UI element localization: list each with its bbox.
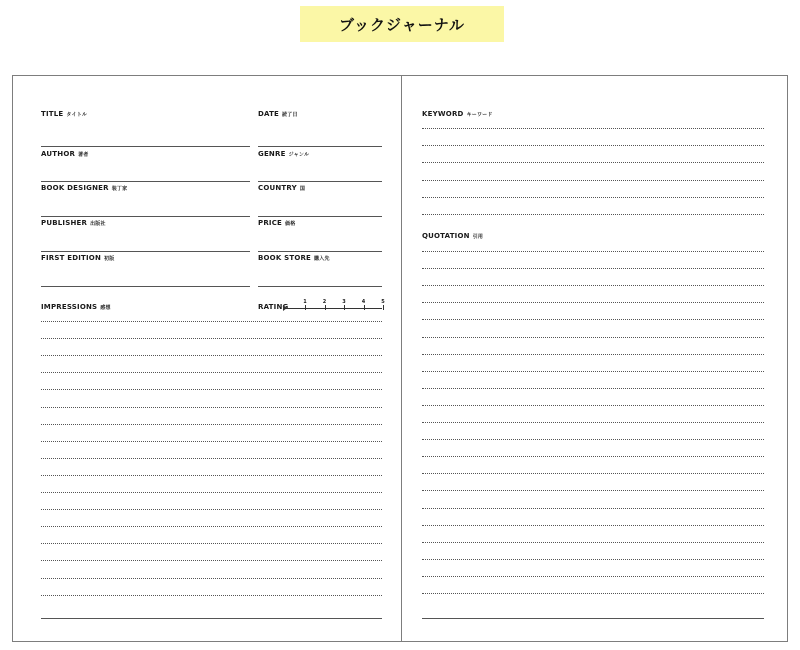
dotted-writing-line — [422, 145, 764, 146]
dotted-writing-line — [41, 578, 382, 579]
dotted-writing-line — [422, 180, 764, 181]
dotted-writing-line — [422, 162, 764, 163]
book-store-field — [258, 254, 330, 262]
dotted-writing-line — [422, 337, 764, 338]
quotation-field — [422, 232, 483, 240]
rating-tick-label: 3 — [342, 299, 346, 305]
price-label: PRICE 価格 — [258, 219, 296, 227]
date-field — [258, 110, 298, 118]
rating-tick-label: 5 — [381, 299, 385, 305]
dotted-writing-line — [422, 405, 764, 406]
rating-tick — [364, 305, 365, 310]
rating-tick-label: 1 — [303, 299, 307, 305]
dotted-writing-line — [41, 509, 382, 510]
rating-tick — [344, 305, 345, 310]
rating-arrow-icon — [283, 305, 287, 311]
author-label: AUTHOR 著者 — [41, 150, 89, 158]
publisher-field — [41, 219, 106, 227]
impressions-field — [41, 303, 111, 311]
rating-tick — [325, 305, 326, 310]
dotted-writing-line — [422, 197, 764, 198]
dotted-writing-line — [41, 389, 382, 390]
dotted-writing-line — [422, 214, 764, 215]
dotted-writing-line — [422, 285, 764, 286]
title-field — [41, 110, 87, 118]
dotted-writing-line — [41, 595, 382, 596]
first-edition-line[interactable] — [41, 286, 250, 287]
impressions-label: IMPRESSIONS 感想 — [41, 303, 111, 311]
dotted-writing-line — [422, 251, 764, 252]
dotted-writing-line — [41, 407, 382, 408]
dotted-writing-line — [41, 475, 382, 476]
book-designer-field — [41, 184, 127, 192]
first-edition-field — [41, 254, 114, 262]
dotted-writing-line — [422, 354, 764, 355]
left-page — [13, 76, 401, 641]
quotation-bottom-line — [422, 618, 764, 619]
country-field — [258, 184, 305, 192]
dotted-writing-line — [422, 422, 764, 423]
dotted-writing-line — [422, 490, 764, 491]
book-designer-label: BOOK DESIGNER 装丁家 — [41, 184, 128, 192]
rating-tick — [305, 305, 306, 310]
keyword-field — [422, 110, 493, 118]
publisher-line[interactable] — [41, 251, 250, 252]
dotted-writing-line — [422, 559, 764, 560]
rating-label: RATING — [258, 303, 289, 311]
publisher-label: PUBLISHER 出版社 — [41, 219, 106, 227]
journal-title: ブックジャーナル — [339, 15, 465, 34]
country-line[interactable] — [258, 216, 382, 217]
dotted-writing-line — [422, 319, 764, 320]
quotation-label: QUOTATION 引用 — [422, 232, 484, 240]
dotted-writing-line — [422, 371, 764, 372]
keyword-label: KEYWORD キーワード — [422, 110, 493, 118]
dotted-writing-line — [41, 424, 382, 425]
book-store-label: BOOK STORE 購入先 — [258, 254, 330, 262]
dotted-writing-line — [422, 439, 764, 440]
country-label: COUNTRY 国 — [258, 184, 306, 192]
dotted-writing-line — [422, 593, 764, 594]
right-page — [402, 76, 789, 641]
dotted-writing-line — [41, 321, 382, 322]
impressions-bottom-line — [41, 618, 382, 619]
author-field — [41, 150, 88, 158]
title-line[interactable] — [41, 146, 250, 147]
dotted-writing-line — [422, 473, 764, 474]
dotted-writing-line — [41, 338, 382, 339]
dotted-writing-line — [422, 576, 764, 577]
dotted-writing-line — [422, 302, 764, 303]
dotted-writing-line — [41, 492, 382, 493]
dotted-writing-line — [422, 268, 764, 269]
dotted-writing-line — [41, 441, 382, 442]
dotted-writing-line — [41, 526, 382, 527]
dotted-writing-line — [422, 128, 764, 129]
author-line[interactable] — [41, 181, 250, 182]
dotted-writing-line — [41, 560, 382, 561]
dotted-writing-line — [422, 456, 764, 457]
rating-tick — [383, 305, 384, 310]
dotted-writing-line — [422, 525, 764, 526]
rating-tick-label: 4 — [361, 299, 366, 305]
title-label: TITLE タイトル — [41, 110, 88, 118]
genre-line[interactable] — [258, 181, 382, 182]
dotted-writing-line — [41, 543, 382, 544]
journal-spread — [12, 75, 788, 642]
dotted-writing-line — [422, 542, 764, 543]
dotted-writing-line — [41, 458, 382, 459]
price-field — [258, 219, 295, 227]
date-line[interactable] — [258, 146, 382, 147]
book-designer-line[interactable] — [41, 216, 250, 217]
rating-tick-label: 2 — [322, 299, 327, 305]
dotted-writing-line — [41, 355, 382, 356]
journal-title-banner — [300, 6, 504, 42]
book-store-line[interactable] — [258, 286, 382, 287]
rating-scale-line — [285, 308, 382, 309]
date-label: DATE 読了日 — [258, 110, 298, 118]
first-edition-label: FIRST EDITION 初版 — [41, 254, 115, 262]
dotted-writing-line — [422, 388, 764, 389]
price-line[interactable] — [258, 251, 382, 252]
genre-field — [258, 150, 309, 158]
dotted-writing-line — [41, 372, 382, 373]
genre-label: GENRE ジャンル — [258, 150, 310, 158]
dotted-writing-line — [422, 508, 764, 509]
